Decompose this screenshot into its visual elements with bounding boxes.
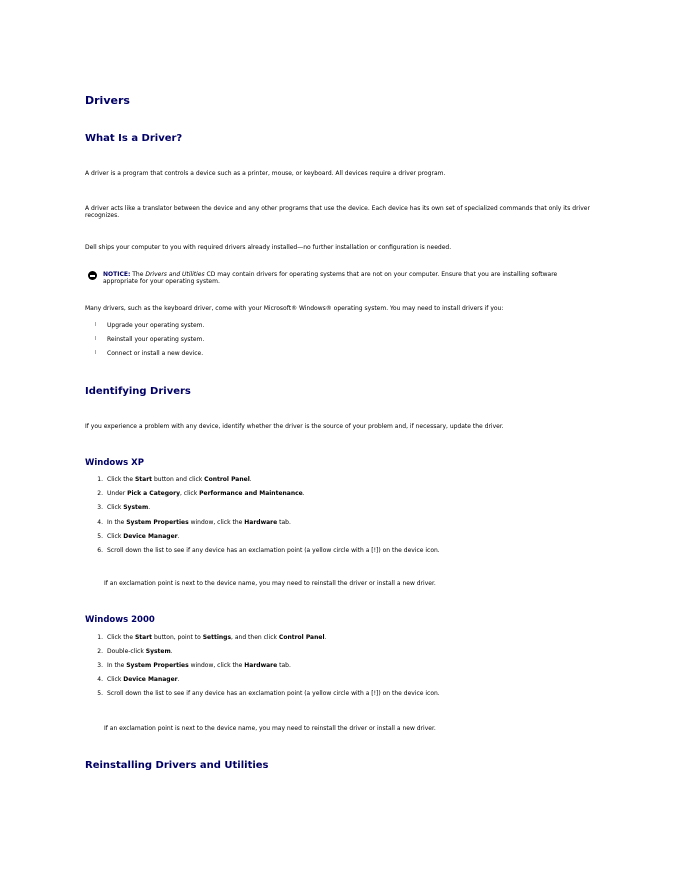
- bullet-icon: l: [95, 322, 97, 328]
- step-emphasis: Device Manager: [123, 676, 178, 683]
- list-item: l Connect or install a new device.: [95, 350, 204, 357]
- step-text: Click: [107, 676, 124, 683]
- step-number: 1.: [97, 476, 103, 483]
- notice-icon: [88, 271, 97, 280]
- step-text: , click: [179, 490, 200, 498]
- step-emphasis: Pick a Category: [127, 490, 180, 498]
- step-emphasis: System: [123, 504, 149, 512]
- section-heading-what-is-a-driver: What Is a Driver?: [85, 133, 183, 144]
- step-text: In the: [107, 518, 127, 526]
- step-emphasis: Start: [134, 476, 153, 483]
- step-number: 2.: [97, 648, 103, 655]
- list-item: [97, 547, 440, 554]
- notice-text-post: CD may contain drivers for operating systems that are not on your computer. Ensure that you are installing software appropriate for your operating system.: [103, 271, 558, 285]
- step-emphasis: Hardware: [244, 518, 278, 526]
- step-emphasis: Device Manager: [123, 532, 178, 540]
- step-emphasis: Control Panel: [278, 634, 325, 641]
- notice-text-italic: Drivers and Utilities: [145, 271, 205, 278]
- notice-label: NOTICE:: [103, 271, 131, 278]
- step-text: .: [302, 490, 305, 498]
- list-item: [97, 532, 180, 540]
- list-item: [97, 518, 291, 526]
- subsection-heading-windows-xp: Windows XP: [85, 458, 144, 468]
- notice-box: [103, 271, 593, 285]
- page-title: Drivers: [85, 94, 130, 107]
- step-text: , and then click: [231, 634, 279, 641]
- section-heading-identifying-drivers: Identifying Drivers: [85, 386, 191, 397]
- step-text: .: [249, 476, 252, 483]
- list-item: [97, 504, 151, 512]
- step-emphasis: Performance and Maintenance: [199, 490, 303, 498]
- step-emphasis: System Properties: [126, 662, 189, 669]
- step-text: window, click the: [188, 518, 245, 526]
- step-text: .: [177, 532, 180, 540]
- step-number: 3.: [97, 504, 103, 512]
- step-text: Click: [107, 532, 124, 540]
- step-text: .: [177, 676, 180, 683]
- subsection-heading-windows-2000: Windows 2000: [85, 615, 155, 625]
- step-number: 2.: [97, 490, 103, 498]
- step-text: .: [148, 504, 151, 512]
- step-text: tab.: [277, 662, 291, 669]
- paragraph-many-drivers: Many drivers, such as the keyboard driver, come with your Microsoft® Windows® operating system. You may need to install drivers if you:: [85, 305, 504, 312]
- step-text: Double-click: [107, 648, 146, 655]
- step-text: tab.: [277, 518, 291, 526]
- step-emphasis: Control Panel: [204, 476, 250, 483]
- step-number: 4.: [97, 518, 103, 526]
- step-emphasis: System Properties: [126, 518, 189, 526]
- step-text: Click: [107, 504, 124, 512]
- note-exclamation-2000: If an exclamation point is next to the device name, you may need to reinstall the driver or install a new driver.: [104, 725, 436, 732]
- bullet-icon: l: [95, 336, 97, 342]
- list-item: [97, 676, 180, 683]
- bullet-icon: l: [95, 350, 97, 356]
- paragraph-identify-problem: If you experience a problem with any device, identify whether the driver is the source of your problem and, if necessary, update the driver.: [85, 423, 504, 430]
- notice-text-pre: The: [130, 271, 146, 278]
- step-number: 5.: [97, 690, 103, 697]
- list-item: [97, 476, 252, 483]
- list-item: [97, 634, 327, 641]
- list-item: [97, 690, 440, 697]
- step-text: In the: [107, 662, 127, 669]
- step-emphasis: Start: [134, 634, 153, 641]
- list-item: [97, 648, 173, 655]
- step-text: Click the: [107, 634, 135, 641]
- paragraph-dell-ships: Dell ships your computer to you with required drivers already installed—no further installation or configuration is needed.: [85, 244, 452, 251]
- step-number: 4.: [97, 676, 103, 683]
- list-item: [97, 490, 305, 498]
- paragraph-driver-translator: A driver acts like a translator between the device and any other programs that use the device. Each device has its own set of specialized commands that only its driver recognizes.: [85, 205, 590, 219]
- list-item: [97, 662, 291, 669]
- step-text: Scroll down the list to see if any device has an exclamation point (a yellow circle with a [!]) on the device icon.: [107, 690, 440, 697]
- step-text: .: [170, 648, 173, 655]
- list-item: l Reinstall your operating system.: [95, 336, 205, 343]
- step-text: .: [324, 634, 327, 641]
- step-number: 3.: [97, 662, 103, 669]
- step-text: Click the: [107, 476, 135, 483]
- step-text: button and click: [152, 476, 205, 483]
- step-number: 1.: [97, 634, 103, 641]
- step-text: Scroll down the list to see if any device has an exclamation point (a yellow circle with a [!]) on the device icon.: [107, 547, 440, 554]
- step-emphasis: System: [145, 648, 171, 655]
- step-text: Under: [107, 490, 128, 498]
- step-emphasis: Hardware: [244, 662, 278, 669]
- section-heading-reinstalling-drivers: Reinstalling Drivers and Utilities: [85, 760, 269, 771]
- step-emphasis: Settings: [202, 634, 232, 641]
- step-number: 6.: [97, 547, 103, 554]
- step-text: window, click the: [188, 662, 245, 669]
- list-item: l Upgrade your operating system.: [95, 322, 205, 329]
- note-exclamation-xp: If an exclamation point is next to the device name, you may need to reinstall the driver or install a new driver.: [104, 580, 436, 587]
- paragraph-driver-definition: A driver is a program that controls a device such as a printer, mouse, or keyboard. All devices require a driver program.: [85, 170, 446, 177]
- step-number: 5.: [97, 532, 103, 540]
- step-text: button, point to: [152, 634, 203, 641]
